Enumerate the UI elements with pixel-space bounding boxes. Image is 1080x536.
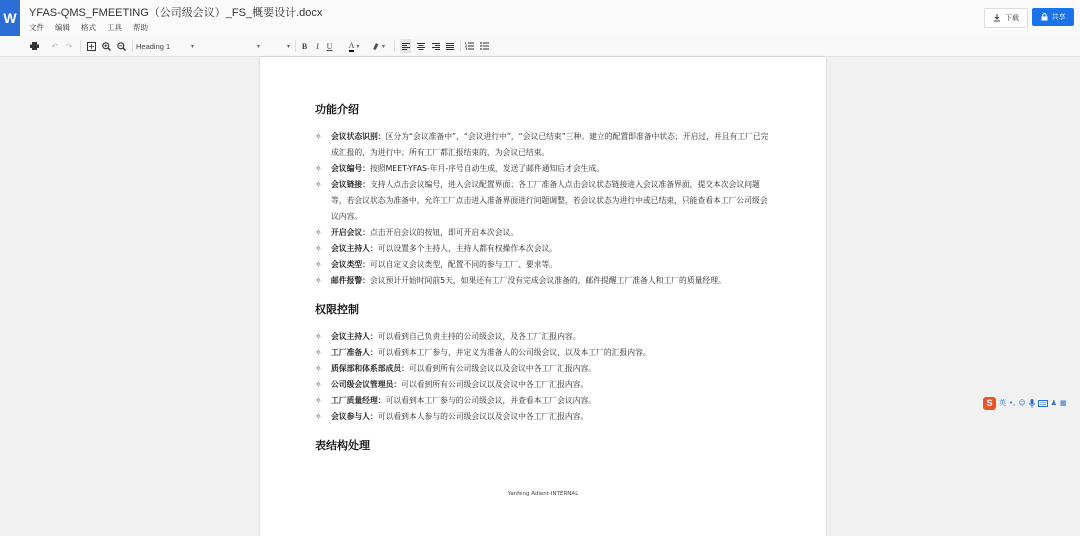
list-item: ✧ 开启会议：点击开启会议的按钮，即可开启本次会议。	[315, 225, 775, 241]
chevron-down-icon: ▾	[286, 42, 290, 50]
toolbox-icon[interactable]: ▦	[1059, 399, 1067, 407]
font-color-icon[interactable]: A ▾	[348, 40, 360, 50]
bold-icon[interactable]: B	[301, 41, 308, 51]
underline-icon[interactable]: U	[326, 41, 333, 51]
document-page[interactable]	[260, 57, 826, 536]
section-heading-permissions: 权限控制	[315, 303, 359, 316]
list-item: ✧ 会议参与人：可以看到本人参与的公司级会议以及会议中各工厂汇报内容。	[315, 409, 775, 425]
word-app-logo: W	[0, 0, 20, 36]
list-item: ✧ 会议编号：按照MEET-YFAS-年月-序号自动生成，发送了邮件通知后才会生成。	[315, 161, 775, 177]
fit-page-icon[interactable]	[86, 39, 96, 53]
formatting-toolbar	[0, 36, 1080, 57]
microphone-icon[interactable]	[1029, 399, 1035, 408]
menu-help[interactable]: 帮助	[133, 23, 148, 32]
title-bar	[0, 0, 1080, 36]
align-left-icon[interactable]	[400, 39, 411, 53]
font-family-select[interactable]	[200, 39, 260, 53]
feature-list	[315, 129, 775, 289]
zoom-in-icon[interactable]	[101, 39, 111, 53]
list-item: ✧ 质保部和体系部成员：可以看到所有公司级会议以及会议中各工厂汇报内容。	[315, 361, 775, 377]
align-right-icon[interactable]	[430, 39, 441, 53]
emoji-icon[interactable]: ☺	[1018, 399, 1026, 407]
section-heading-table-structure: 表结构处理	[315, 439, 370, 452]
menu-edit[interactable]: 编辑	[55, 23, 70, 32]
print-icon[interactable]	[28, 39, 40, 53]
list-item: ✧ 会议链接：支持人点击会议编号，进入会议配置界面；各工厂准备人点击会议状态链接进入会议准备界面，提交本次会议问题等，若会议状态为准备中，允许工厂点击进入准备界面进行问题调整，若会议状态为进行中或已结束，只能查看本工厂公司级会议内容。	[315, 177, 775, 225]
page-footer: Yanfeng Adient-INTERNAL	[507, 491, 579, 497]
chevron-down-icon: ▾	[190, 43, 194, 50]
share-label: 共享	[1051, 13, 1066, 21]
chevron-down-icon: ▾	[256, 42, 260, 50]
document-body[interactable]	[315, 101, 775, 453]
lock-icon	[1041, 13, 1048, 21]
ime-toolbar[interactable]	[983, 396, 1080, 410]
keyboard-icon[interactable]	[1038, 400, 1048, 407]
font-size-select[interactable]	[266, 39, 290, 53]
align-center-icon[interactable]	[415, 39, 426, 53]
justify-icon[interactable]	[444, 39, 455, 53]
document-title[interactable]: YFAS-QMS_FMEETING（公司级会议）_FS_概要设计.docx	[29, 7, 323, 19]
download-button[interactable]	[984, 8, 1028, 28]
paragraph-style-value: Heading 1	[136, 41, 171, 51]
italic-icon[interactable]: I	[316, 41, 319, 51]
menu-bar	[29, 22, 148, 33]
highlight-icon[interactable]: ▾	[369, 39, 387, 53]
menu-file[interactable]: 文件	[29, 23, 44, 32]
list-item: ✧ 工厂准备人：可以看到本工厂参与，并定义为准备人的公司级会议，以及本工厂的汇报内容。	[315, 345, 775, 361]
bulleted-list-icon[interactable]	[479, 39, 490, 53]
list-item: ✧ 邮件报警：会议预计开始时间前5天，如果还有工厂没有完成会议准备的，邮件提醒工厂准备人和工厂的质量经理。	[315, 273, 775, 289]
list-item: ✧ 工厂质量经理：可以看到本工厂参与的公司级会议，并查看本工厂会议内容。	[315, 393, 775, 409]
share-button[interactable]	[1032, 8, 1074, 26]
list-item: ✧ 公司级会议管理员：可以看到所有公司级会议以及会议中各工厂汇报内容。	[315, 377, 775, 393]
section-heading-features: 功能介绍	[315, 103, 359, 116]
paragraph-style-select[interactable]	[136, 39, 194, 53]
list-item: ✧ 会议类型：可以自定义会议类型，配置不同的参与工厂、要求等。	[315, 257, 775, 273]
ime-mode[interactable]: 英	[999, 399, 1006, 407]
zoom-out-icon[interactable]	[116, 39, 126, 53]
list-item: ✧ 会议状态识别：区分为“会议准备中”，“会议进行中”，“会议已结束”三种。建立的配置即准备中状态；开启过，并且有工厂已完成汇报的，为进行中；所有工厂都汇报结束的，为会议已结束。	[315, 129, 775, 161]
sogou-logo-icon[interactable]: S	[983, 397, 996, 410]
punctuation-icon[interactable]: •,	[1009, 399, 1016, 407]
menu-tools[interactable]: 工具	[107, 23, 122, 32]
list-item: ✧ 会议主持人：可以看到自己负责主持的公司级会议，及各工厂汇报内容。	[315, 329, 775, 345]
undo-icon[interactable]: ↶	[51, 41, 59, 51]
menu-format[interactable]: 格式	[81, 23, 96, 32]
numbered-list-icon[interactable]	[464, 39, 475, 53]
download-icon	[993, 14, 1001, 22]
redo-icon[interactable]: ↷	[65, 41, 73, 51]
permission-list	[315, 329, 775, 425]
skin-icon[interactable]: ♟	[1050, 399, 1057, 407]
download-label: 下载	[1005, 14, 1019, 22]
list-item: ✧ 会议主持人：可以设置多个主持人，主持人都有权操作本次会议。	[315, 241, 775, 257]
